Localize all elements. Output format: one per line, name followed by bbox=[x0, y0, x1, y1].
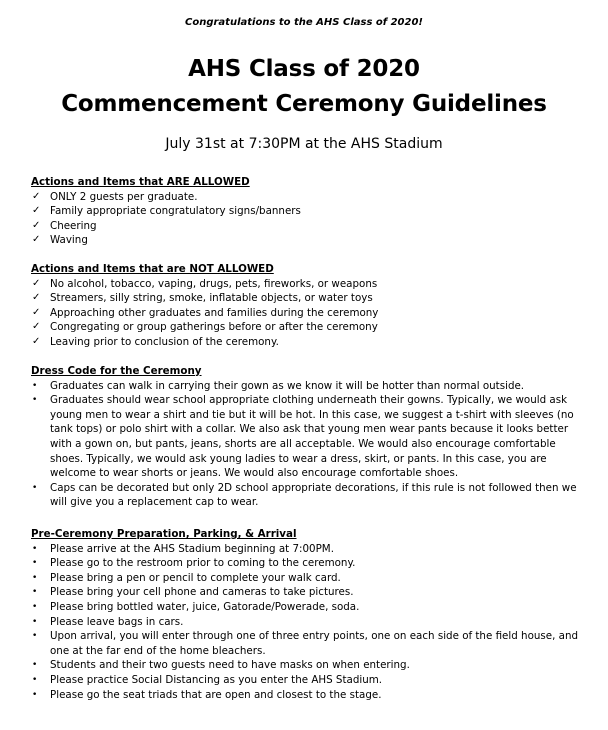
list-item: ✓ Congregating or group gatherings before or after the ceremony bbox=[32, 321, 378, 334]
bullet-icon: • bbox=[32, 587, 38, 598]
list-item: ✓ Family appropriate congratulatory signs/banners bbox=[32, 205, 301, 218]
list-item: • Please bring your cell phone and cameras to take pictures. bbox=[32, 586, 354, 599]
check-icon: ✓ bbox=[32, 292, 41, 304]
not-allowed-section bbox=[31, 262, 591, 350]
not-allowed-heading: Actions and Items that are NOT ALLOWED bbox=[31, 263, 274, 275]
bullet-icon: • bbox=[32, 395, 38, 406]
pre-ceremony-heading: Pre-Ceremony Preparation, Parking, & Arrival bbox=[31, 528, 297, 540]
check-icon: ✓ bbox=[32, 190, 41, 202]
congratulations-banner: Congratulations to the AHS Class of 2020! bbox=[185, 17, 423, 28]
bullet-icon: • bbox=[32, 689, 38, 700]
not-allowed-list bbox=[31, 277, 591, 350]
bullet-icon: • bbox=[32, 543, 38, 554]
allowed-section bbox=[31, 175, 591, 248]
event-date-line: July 31st at 7:30PM at the AHS Stadium bbox=[165, 136, 443, 152]
allowed-heading: Actions and Items that ARE ALLOWED bbox=[31, 176, 250, 188]
list-item: • Graduates can walk in carrying their gown as we know it will be hotter than normal outside. bbox=[32, 379, 525, 392]
bullet-icon: • bbox=[32, 482, 38, 493]
title-line-1: AHS Class of 2020 bbox=[188, 56, 420, 82]
document-title bbox=[0, 52, 608, 122]
list-item: • Upon arrival, you will enter through one of three entry points, one on each side of the field house, and one at the far end of the home bleachers. bbox=[32, 630, 579, 657]
list-item: • Please go the seat triads that are open and closest to the stage. bbox=[32, 688, 382, 701]
check-icon: ✓ bbox=[32, 321, 41, 333]
list-item: • Please bring a pen or pencil to complete your walk card. bbox=[32, 571, 341, 584]
dress-code-section bbox=[31, 364, 591, 510]
list-item: • Graduates should wear school appropriate clothing underneath their gowns. Typically, we would ask young men to wear a shirt and tie but it will be hot. In this case, we suggest a t-shirt with sleeves (no tank tops) or polo shirt with a collar. We also ask that young men wear pants because it looks better with a gown on, but pants, jeans, shorts are all acceptable. We would also encourage comfortable shoes. Typically, we would ask young ladies to wear a dress, skirt, or pants. In this case, you are welcome to wear shorts or jeans. We would also encourage comfortable shoes. bbox=[32, 394, 574, 480]
list-item: ✓ Approaching other graduates and families during the ceremony bbox=[32, 306, 379, 319]
pre-ceremony-list bbox=[31, 542, 591, 703]
bullet-icon: • bbox=[32, 558, 38, 569]
list-item: • Please go to the restroom prior to coming to the ceremony. bbox=[32, 557, 356, 570]
list-item: ✓ No alcohol, tobacco, vaping, drugs, pets, fireworks, or weapons bbox=[32, 277, 378, 290]
bullet-icon: • bbox=[32, 380, 38, 391]
check-icon: ✓ bbox=[32, 335, 41, 347]
list-item: ✓ Waving bbox=[32, 234, 88, 247]
list-item: ✓ Cheering bbox=[32, 219, 97, 232]
list-item: • Please bring bottled water, juice, Gatorade/Powerade, soda. bbox=[32, 600, 360, 613]
list-item: • Please arrive at the AHS Stadium beginning at 7:00PM. bbox=[32, 542, 334, 555]
list-item: ✓ Leaving prior to conclusion of the ceremony. bbox=[32, 335, 279, 348]
list-item: • Please leave bags in cars. bbox=[32, 615, 184, 628]
list-item: • Caps can be decorated but only 2D school appropriate decorations, if this rule is not followed then we will give you a replacement cap to wear. bbox=[32, 481, 577, 509]
check-icon: ✓ bbox=[32, 205, 41, 217]
check-icon: ✓ bbox=[32, 234, 41, 246]
allowed-list bbox=[31, 190, 591, 248]
check-icon: ✓ bbox=[32, 306, 41, 318]
list-item: • Please practice Social Distancing as you enter the AHS Stadium. bbox=[32, 673, 383, 686]
list-item: ✓ Streamers, silly string, smoke, inflatable objects, or water toys bbox=[32, 292, 373, 305]
list-item: ✓ ONLY 2 guests per graduate. bbox=[32, 190, 198, 203]
bullet-icon: • bbox=[32, 660, 38, 671]
bullet-icon: • bbox=[32, 674, 38, 685]
bullet-icon: • bbox=[32, 572, 38, 583]
dress-code-list bbox=[31, 379, 591, 510]
check-icon: ✓ bbox=[32, 277, 41, 289]
title-line-2: Commencement Ceremony Guidelines bbox=[61, 91, 547, 117]
bullet-icon: • bbox=[32, 631, 38, 642]
dress-code-heading: Dress Code for the Ceremony bbox=[31, 365, 202, 377]
check-icon: ✓ bbox=[32, 219, 41, 231]
list-item: • Students and their two guests need to have masks on when entering. bbox=[32, 659, 410, 672]
pre-ceremony-section bbox=[31, 527, 591, 702]
bullet-icon: • bbox=[32, 601, 38, 612]
bullet-icon: • bbox=[32, 616, 38, 627]
